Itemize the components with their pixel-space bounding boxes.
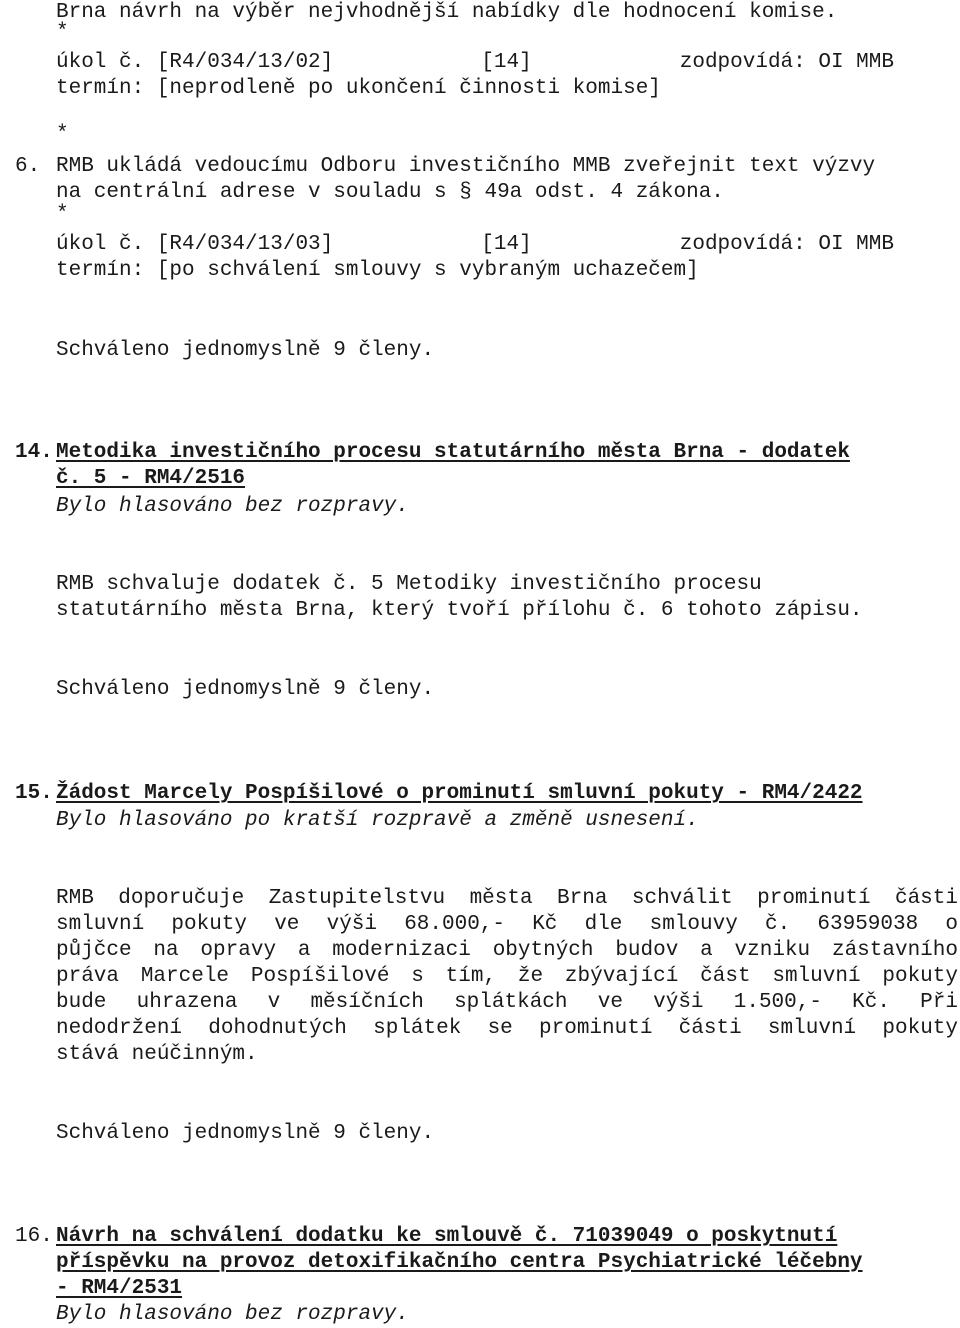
task-responsible: zodpovídá: OI MMB xyxy=(679,233,894,256)
vote-note: Bylo hlasováno bez rozpravy. xyxy=(56,495,409,518)
body-line: bude uhrazena v měsíčních splátkách ve výši 1.500,- Kč. Při xyxy=(56,991,958,1014)
section-title: příspěvku na provoz detoxifikačního centra Psychiatrické léčebny xyxy=(56,1251,863,1274)
task-id: úkol č. [R4/034/13/03] xyxy=(56,233,334,256)
section-title: č. 5 - RM4/2516 xyxy=(56,467,246,490)
vote-note: Bylo hlasováno bez rozpravy. xyxy=(56,1303,409,1326)
task-priority: [14] xyxy=(481,51,532,74)
section-number: 14. xyxy=(15,441,53,464)
approval-note: Schváleno jednomyslně 9 členy. xyxy=(56,678,435,701)
task-term: termín: [po schválení smlouvy s vybraným uchazečem] xyxy=(56,259,699,282)
task-id: úkol č. [R4/034/13/02] xyxy=(56,51,334,74)
task-priority: [14] xyxy=(481,233,532,256)
asterisk: * xyxy=(56,21,69,44)
item-number: 6. xyxy=(15,155,41,178)
section-title: Žádost Marcely Pospíšilové o prominutí smluvní pokuty - RM4/2422 xyxy=(56,782,863,805)
asterisk: * xyxy=(56,123,69,146)
section-title: - RM4/2531 xyxy=(56,1277,183,1300)
body-line: smluvní pokuty ve výši 68.000,- Kč dle smlouvy č. 63959038 o xyxy=(56,913,958,936)
text-line: statutárního města Brna, který tvoří přílohu č. 6 tohoto zápisu. xyxy=(56,599,863,622)
text-line: RMB ukládá vedoucímu Odboru investičního MMB zveřejnit text výzvy xyxy=(56,155,876,178)
body-line: půjčce na opravy a modernizaci obytných budov a vzniku zástavního xyxy=(56,939,958,962)
task-line xyxy=(56,50,894,76)
body-line: stává neúčinným. xyxy=(56,1043,258,1066)
approval-note: Schváleno jednomyslně 9 členy. xyxy=(56,339,435,362)
body-line: práva Marcele Pospíšilové s tím, že zbývající část smluvní pokuty xyxy=(56,965,958,988)
section-title: Návrh na schválení dodatku ke smlouvě č. 71039049 o poskytnutí xyxy=(56,1225,838,1248)
body-line: RMB doporučuje Zastupitelstvu města Brna schválit prominutí části xyxy=(56,887,958,910)
task-line xyxy=(56,232,894,258)
task-term: termín: [neprodleně po ukončení činnosti komise] xyxy=(56,77,661,100)
section-number: 15. xyxy=(15,782,53,805)
text-line: Brna návrh na výběr nejvhodnější nabídky dle hodnocení komise. xyxy=(56,1,838,24)
text-line: na centrální adrese v souladu s § 49a odst. 4 zákona. xyxy=(56,181,724,204)
section-title: Metodika investičního procesu statutárního města Brna - dodatek xyxy=(56,441,850,464)
task-responsible: zodpovídá: OI MMB xyxy=(679,51,894,74)
section-number: 16. xyxy=(15,1225,53,1248)
vote-note: Bylo hlasováno po kratší rozpravě a změně usnesení. xyxy=(56,809,699,832)
body-line: nedodržení dohodnutých splátek se prominutí části smluvní pokuty xyxy=(56,1017,958,1040)
approval-note: Schváleno jednomyslně 9 členy. xyxy=(56,1122,435,1145)
asterisk: * xyxy=(56,203,69,226)
text-line: RMB schvaluje dodatek č. 5 Metodiky investičního procesu xyxy=(56,573,762,596)
